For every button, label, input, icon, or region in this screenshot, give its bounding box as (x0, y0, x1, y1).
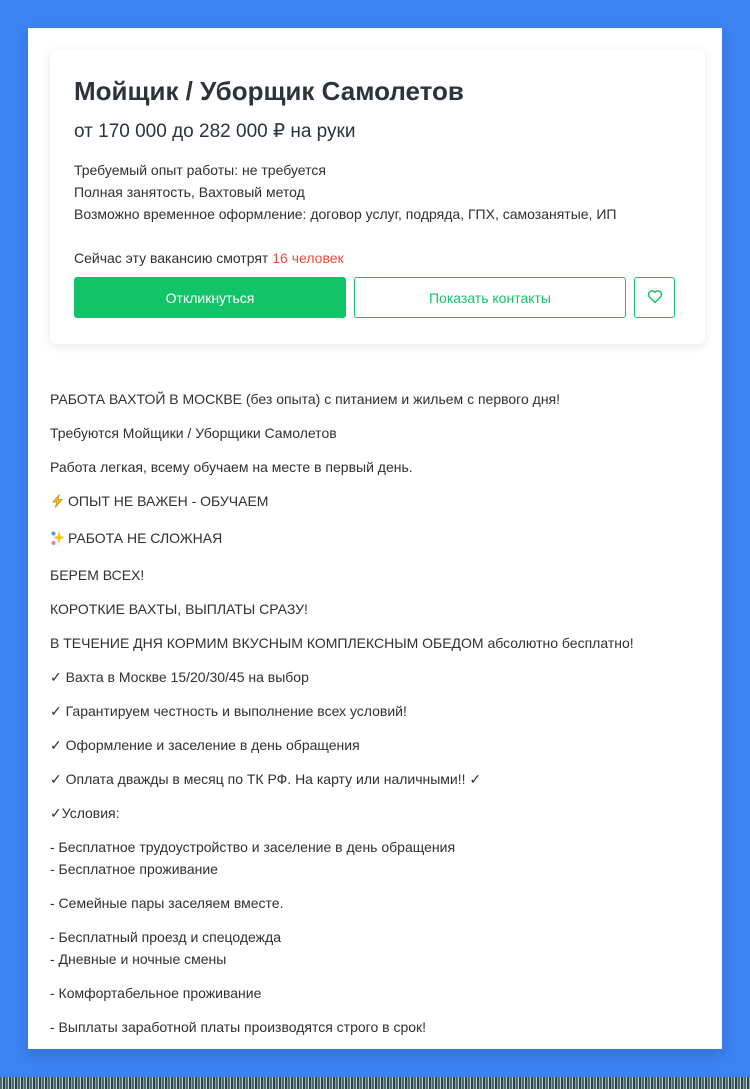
desc-paragraph: Работа легкая, всему обучаем на месте в первый день. (50, 459, 413, 475)
desc-paragraph: В ТЕЧЕНИЕ ДНЯ КОРМИМ ВКУСНЫМ КОМПЛЕКСНЫМ ОБЕДОМ абсолютно бесплатно! (50, 635, 634, 651)
vacancy-salary: от 170 000 до 282 000 ₽ на руки (74, 121, 356, 142)
experience-text: Требуемый опыт работы: не требуется (74, 162, 326, 178)
desc-paragraph: РАБОТА ВАХТОЙ В МОСКВЕ (без опыта) с питанием и жильем с первого дня! (50, 391, 561, 407)
desc-paragraph: ✓ Оплата дважды в месяц по ТК РФ. На карту или наличными!! ✓ (50, 771, 482, 787)
desc-paragraph: ✓ Гарантируем честность и выполнение всех условий! (50, 703, 407, 719)
desc-paragraph: - Бесплатное трудоустройство и заселение в день обращения (50, 839, 456, 855)
desc-paragraph: - Комфортабельное проживание (50, 985, 262, 1001)
vacancy-page (28, 28, 722, 1049)
viewers-prefix: Сейчас эту вакансию смотрят (74, 250, 273, 266)
viewers-info (74, 247, 681, 269)
lightning-icon (50, 493, 68, 515)
desc-paragraph: - Бесплатное проживание (50, 861, 218, 877)
vacancy-meta (74, 159, 681, 225)
desc-paragraph: - Дневные и ночные смены (50, 951, 227, 967)
desc-paragraph: КОРОТКИЕ ВАХТЫ, ВЫПЛАТЫ СРАЗУ! (50, 601, 308, 617)
heart-icon (647, 289, 663, 307)
desc-paragraph: ✓Условия: (50, 805, 120, 821)
bottom-noise-strip (0, 1077, 750, 1089)
desc-paragraph: РАБОТА НЕ СЛОЖНАЯ (50, 527, 700, 552)
desc-paragraph: ✓ Вахта в Москве 15/20/30/45 на выбор (50, 669, 309, 685)
desc-paragraph: - Выплаты заработной платы производятся строго в срок! (50, 1019, 427, 1035)
action-buttons (74, 277, 681, 318)
desc-paragraph: - Бесплатный проезд и спецодежда (50, 929, 282, 945)
vacancy-header-card (50, 50, 705, 344)
desc-paragraph: БЕРЕМ ВСЕХ! (50, 567, 145, 583)
respond-button[interactable]: Откликнуться (74, 277, 346, 318)
contract-text: Возможно временное оформление: договор услуг, подряда, ГПХ, самозанятые, ИП (74, 206, 617, 222)
employment-text: Полная занятость, Вахтовый метод (74, 184, 305, 200)
vacancy-title: Мойщик / Уборщик Самолетов (74, 76, 464, 106)
desc-paragraph: Требуются Мойщики / Уборщики Самолетов (50, 425, 337, 441)
viewers-count: 16 человек (272, 250, 344, 266)
sparkles-icon (50, 530, 68, 552)
desc-paragraph: ОПЫТ НЕ ВАЖЕН - ОБУЧАЕМ (50, 490, 700, 515)
show-contacts-button[interactable]: Показать контакты (354, 277, 626, 318)
desc-paragraph: ✓ Оформление и заселение в день обращения (50, 737, 360, 753)
desc-paragraph: - Семейные пары заселяем вместе. (50, 895, 284, 911)
favorite-button[interactable] (634, 277, 675, 318)
vacancy-description (50, 388, 700, 1050)
